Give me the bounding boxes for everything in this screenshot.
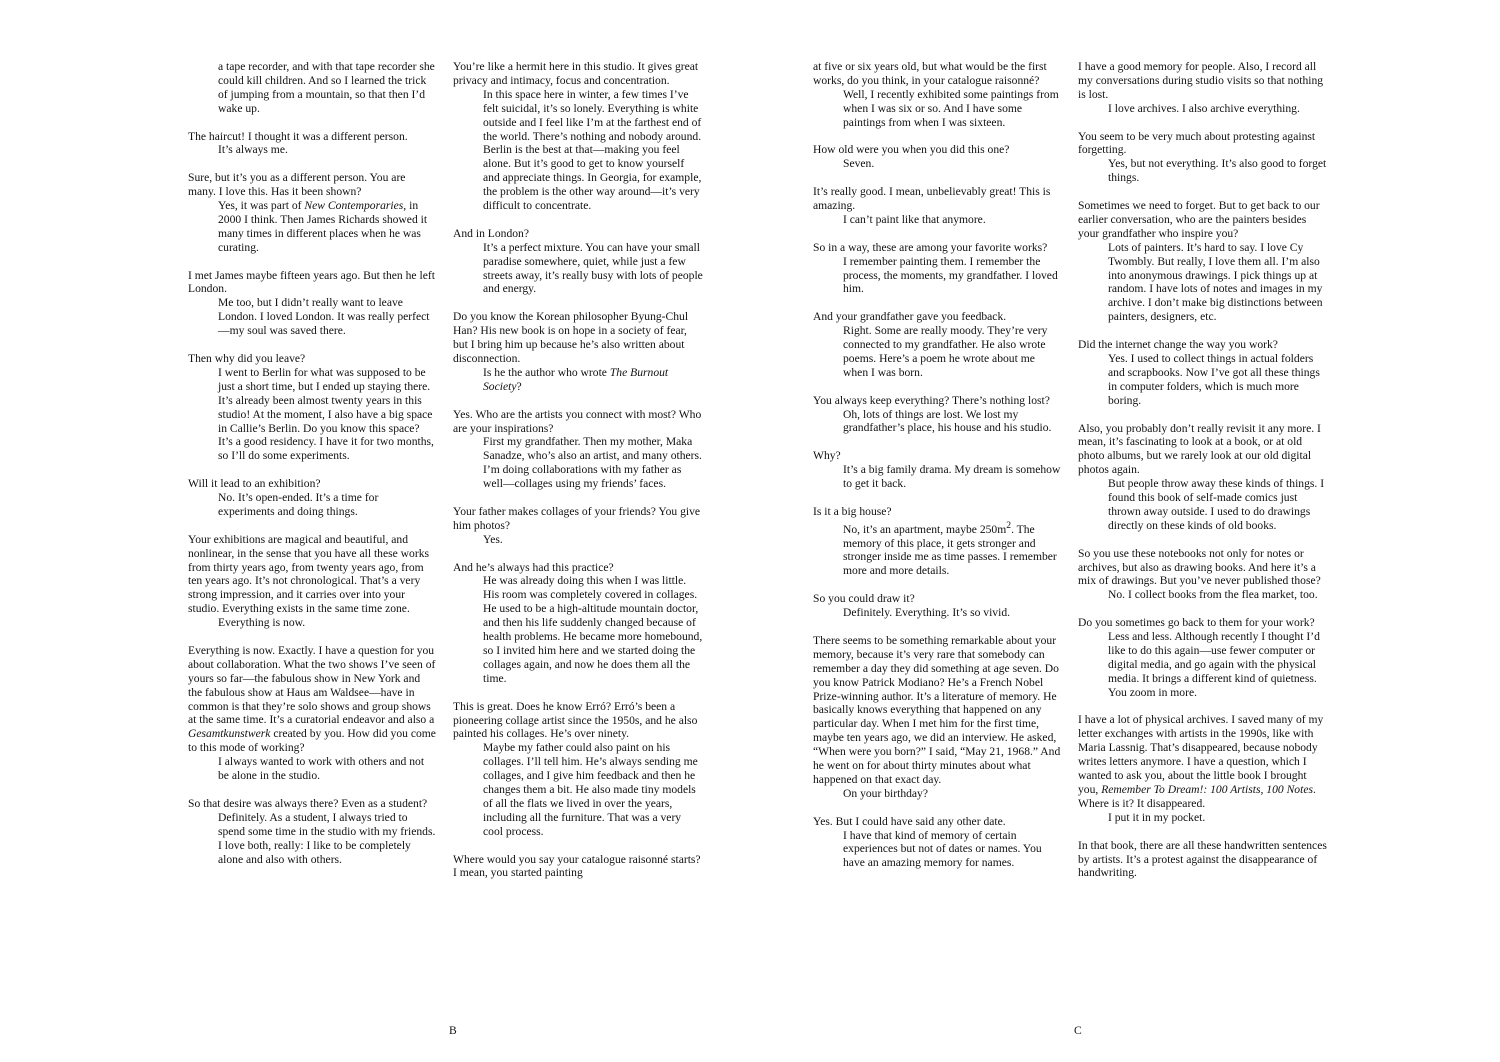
artist-answer: He was already doing this when I was little. His room was completely covered in collages. He used to be a high-altitude mountain doctor, and then his life suddenly changed because of health problems. He became more homebound, so I invited him here and we started doing the collages again, and now he does them all the time. — [483, 574, 703, 685]
interviewer-question: How old were you when you did this one? — [813, 143, 1010, 157]
interview-exchange — [453, 408, 703, 491]
interview-exchange — [188, 60, 436, 116]
artist-answer: I put it in my pocket. — [1108, 810, 1206, 824]
interview-exchange — [188, 797, 436, 867]
interviewer-question: I have a good memory for people. Also, I record all my conversations during studio visits so that nothing is lost. — [1078, 60, 1324, 101]
artist-answer: No. It’s open-ended. It’s a time for experiments and doing things. — [218, 491, 379, 518]
interview-exchange — [188, 352, 436, 463]
interviewer-question: So that desire was always there? Even as a student? — [188, 796, 428, 810]
text-column-3 — [813, 60, 1061, 884]
interviewer-question: Is it a big house? — [813, 504, 892, 518]
interview-exchange — [1078, 422, 1328, 533]
interviewer-question: Did the internet change the way you work? — [1078, 338, 1278, 352]
artist-answer: Yes. — [483, 532, 503, 546]
interview-exchange — [1078, 616, 1328, 699]
interview-exchange — [188, 533, 436, 630]
artist-answer: It’s a perfect mixture. You can have your small paradise somewhere, quiet, while just a few streets away, it’s really busy with lots of people and energy. — [483, 240, 703, 296]
interview-exchange — [813, 241, 1061, 297]
interviewer-question: Sure, but it’s you as a different person. You are many. I love this. Has it been shown? — [188, 171, 406, 199]
artist-answer: Everything is now. — [218, 616, 306, 630]
artist-answer: Well, I recently exhibited some paintings from when I was six or so. And I have some paintings from when I was sixteen. — [843, 87, 1059, 129]
interviewer-question: So you could draw it? — [813, 592, 915, 606]
interview-exchange — [453, 505, 703, 547]
interviewer-question: Your exhibitions are magical and beautiful, and nonlinear, in the sense that you have all these works from thirty years ago, from twenty years ago, from ten years ago. It’s not chronological. That’s a very strong impression, and it carries over into your studio. Everything exists in the same time zone. — [188, 532, 430, 616]
interview-exchange — [813, 815, 1061, 871]
interview-exchange — [813, 394, 1061, 436]
interview-exchange — [813, 505, 1061, 578]
interview-exchange — [453, 700, 703, 839]
artist-answer: I can’t paint like that anymore. — [843, 212, 986, 226]
text-column-2 — [453, 60, 703, 894]
text-column-1 — [188, 60, 436, 880]
interviewer-question: I met James maybe fifteen years ago. But then he left London. — [188, 268, 435, 296]
interview-exchange — [188, 644, 436, 783]
interview-exchange — [813, 310, 1061, 380]
artist-answer: Seven. — [843, 157, 875, 171]
interview-exchange — [1078, 547, 1328, 603]
interview-exchange — [1078, 130, 1328, 186]
interviewer-question: Yes. But I could have said any other date. — [813, 814, 1006, 828]
interviewer-question: You’re like a hermit here in this studio. It gives great privacy and intimacy, focus and concentration. — [453, 60, 699, 87]
interview-exchange — [453, 853, 703, 881]
interviewer-question: And in London? — [453, 226, 529, 240]
interview-exchange — [813, 449, 1061, 491]
interview-exchange — [188, 171, 436, 254]
interview-exchange — [813, 634, 1061, 801]
interview-exchange — [1078, 60, 1328, 116]
artist-answer: Yes, it was part of New Contemporaries, in 2000 I think. Then James Richards showed it many times in different places when he was curating. — [218, 199, 428, 254]
artist-answer: Definitely. As a student, I always tried to spend some time in the studio with my friends. I love both, really: I like to be completely alone and also with others. — [218, 810, 436, 866]
interview-exchange — [1078, 199, 1328, 324]
interviewer-question: You seem to be very much about protesting against forgetting. — [1078, 129, 1316, 157]
interview-exchange — [1078, 713, 1328, 824]
artist-answer: But people throw away these kinds of things. I found this book of self-made comics just thrown away outside. I used to do drawings directly on these kinds of old books. — [1108, 477, 1325, 532]
artist-answer: I went to Berlin for what was supposed to be just a short time, but I ended up staying there. It’s already been almost twenty years in this studio! At the moment, I also have a big space in Callie’s Berlin. Do you know this space? It’s a good residency. I have it for two months, so I’ll do some experiments. — [218, 365, 434, 463]
artist-answer: Definitely. Everything. It’s so vivid. — [843, 606, 1011, 620]
interview-exchange — [453, 310, 703, 393]
artist-answer: Yes. I used to collect things in actual folders and scrapbooks. Now I’ve got all these things in computer folders, which is much more boring. — [1108, 351, 1320, 407]
interview-exchange — [1078, 338, 1328, 408]
artist-answer: Less and less. Although recently I thought I’d like to do this again—use fewer computer or digital media, and go again with the physical media. It brings a different kind of quietness. You zoom in more. — [1108, 630, 1320, 699]
interview-exchange — [813, 143, 1061, 171]
interviewer-question: Sometimes we need to forget. But to get back to our earlier conversation, who are the painters besides your grandfather who inspire you? — [1078, 199, 1320, 240]
interviewer-question: And he’s always had this practice? — [453, 560, 614, 574]
interviewer-question: You always keep everything? There’s nothing lost? — [813, 393, 1050, 407]
artist-answer: I have that kind of memory of certain experiences but not of dates or names. You have an amazing memory for names. — [843, 828, 1042, 870]
artist-answer: I always wanted to work with others and not be alone in the studio. — [218, 755, 425, 783]
interview-exchange — [188, 269, 436, 339]
interviewer-question: Do you sometimes go back to them for your work? — [1078, 616, 1315, 630]
interviewer-question: And your grandfather gave you feedback. — [813, 310, 1007, 324]
artist-answer: It’s always me. — [218, 143, 288, 157]
interviewer-question: Everything is now. Exactly. I have a question for you about collaboration. What the two shows I’ve seen of yours so far—the fabulous show in New York and the fabulous show at Haus am Waldsee—have in common is that they’re solo shows and group shows at the same time. It’s a curatorial endeavor and also a Gesamtkunstwerk created by you. How did you come to this mode of working? — [188, 643, 436, 755]
artist-answer: Lots of painters. It’s hard to say. I love Cy Twombly. But really, I love them all. I’m also into anonymous drawings. I pick things up at random. I have lots of notes and images in my archive. I don’t make big distinctions between painters, designers, etc. — [1108, 240, 1323, 324]
interviewer-question: So you use these notebooks not only for notes or archives, but also as drawing books. And here it’s a mix of drawings. But you’ve never published those? — [1078, 546, 1321, 588]
artist-answer: First my grandfather. Then my mother, Maka Sanadze, who’s also an artist, and many others. I’m doing collaborations with my father as well—collages using my friends’ faces. — [483, 435, 702, 491]
interviewer-question: Why? — [813, 449, 841, 463]
page-number-left: B — [449, 1024, 457, 1037]
artist-answer: No, it’s an apartment, maybe $250m^2$. The memory of this place, it gets stronger and stronger inside me as time passes. I remember more and more details. — [843, 519, 1057, 578]
interviewer-question: I have a lot of physical archives. I saved many of my letter exchanges with artists in the 1990s, like with Maria Lassnig. That’s disappeared, because nobody writes letters anymore. I have a question, which I wanted to ask you, about the little book I brought you, Remember To Dream!: 100 Artists, 100 Notes. Where is it? It disappeared. — [1078, 713, 1324, 810]
artist-answer: I remember painting them. I remember the process, the moments, my grandfather. I loved him. — [843, 254, 1058, 296]
interviewer-question: It’s really good. I mean, unbelievably great! This is amazing. — [813, 185, 1051, 213]
artist-answer: Me too, but I didn’t really want to leave London. I loved London. It was really perfect—my soul was saved there. — [218, 296, 430, 338]
text-column-4 — [1078, 60, 1328, 894]
artist-answer: Maybe my father could also paint on his collages. I’ll tell him. He’s always sending me collages, and I give him feedback and then he changes them a bit. He also made tiny models of all the flats we lived in over the years, including all the furniture. That was a very cool process. — [483, 741, 698, 838]
interview-exchange — [813, 592, 1061, 620]
artist-answer: Is he the author who wrote The Burnout Society? — [483, 365, 669, 393]
artist-answer: On your birthday? — [843, 786, 929, 800]
interview-exchange — [453, 227, 703, 297]
interviewer-question: at five or six years old, but what would be the first works, do you think, in your catalogue raisonné? — [813, 60, 1047, 87]
artist-answer: It’s a big family drama. My dream is somehow to get it back. — [843, 463, 1061, 491]
interview-exchange — [188, 130, 436, 158]
interviewer-question: There seems to be something remarkable about your memory, because it’s very rare that somebody can remember a day they did something at age seven. Do you know Patrick Modiano? He’s a French Nobel Prize-winning author. It’s a literature of memory. He basically knows everything that happened on any particular day. When I met him for the first time, maybe ten years ago, we did an interview. He asked, “When were you born?” I said, “May 21, 1968.” And he went on for about thirty minutes about what happened on that exact day. — [813, 633, 1061, 786]
interviewer-question: Will it lead to an exhibition? — [188, 477, 321, 491]
interviewer-question: This is great. Does he know Erró? Erró’s been a pioneering collage artist since the 1950s, and he also painted his collages. He’s over ninety. — [453, 699, 698, 741]
interviewer-question: Then why did you leave? — [188, 351, 306, 365]
artist-answer: In this space here in winter, a few times I’ve felt suicidal, it’s so lonely. Everything is white outside and I feel like I’m at the farthest end of the world. There’s nothing and nobody around. Berlin is the best at that—making you feel alone. But it’s good to get to know yourself and appreciate things. In Georgia, for example, the problem is the other way around—it’s very difficult to concentrate. — [483, 87, 702, 213]
interviewer-question: Do you know the Korean philosopher Byung-Chul Han? His new book is on hope in a society of fear, but I bring him up because he’s also written about disconnection. — [453, 310, 689, 365]
interviewer-question: Your father makes collages of your friends? You give him photos? — [453, 504, 701, 532]
artist-answer: Oh, lots of things are lost. We lost my grandfather’s place, his house and his studio. — [843, 407, 1052, 435]
interview-exchange — [1078, 839, 1328, 881]
artist-answer: I love archives. I also archive everything. — [1108, 101, 1300, 115]
interviewer-question: Where would you say your catalogue raisonné starts? I mean, you started painting — [453, 852, 701, 880]
artist-answer: a tape recorder, and with that tape recorder she could kill children. And so I learned the trick of jumping from a mountain, so that then I’d wake up. — [218, 60, 435, 115]
interview-exchange — [188, 477, 436, 519]
artist-answer: Yes, but not everything. It’s also good to forget things. — [1108, 157, 1327, 185]
interviewer-question: The haircut! I thought it was a different person. — [188, 129, 408, 143]
interviewer-question: Also, you probably don’t really revisit it any more. I mean, it’s fascinating to look at a book, or at old photo albums, but we rarely look at our old digital photos again. — [1078, 421, 1321, 477]
artist-answer: No. I collect books from the flea market, too. — [1108, 588, 1318, 602]
interview-exchange — [813, 60, 1061, 130]
artist-answer: Right. Some are really moody. They’re very connected to my grandfather. He also wrote poems. Here’s a poem he wrote about me when I was born. — [843, 324, 1048, 379]
interviewer-question: So in a way, these are among your favorite works? — [813, 240, 1048, 254]
interviewer-question: In that book, there are all these handwritten sentences by artists. It’s a protest against the disappearance of handwriting. — [1078, 838, 1327, 880]
interview-exchange — [453, 561, 703, 686]
interviewer-question: Yes. Who are the artists you connect with most? Who are your inspirations? — [453, 407, 702, 435]
interview-exchange — [813, 185, 1061, 227]
page-number-right: C — [1074, 1024, 1082, 1037]
interview-exchange — [453, 60, 703, 213]
